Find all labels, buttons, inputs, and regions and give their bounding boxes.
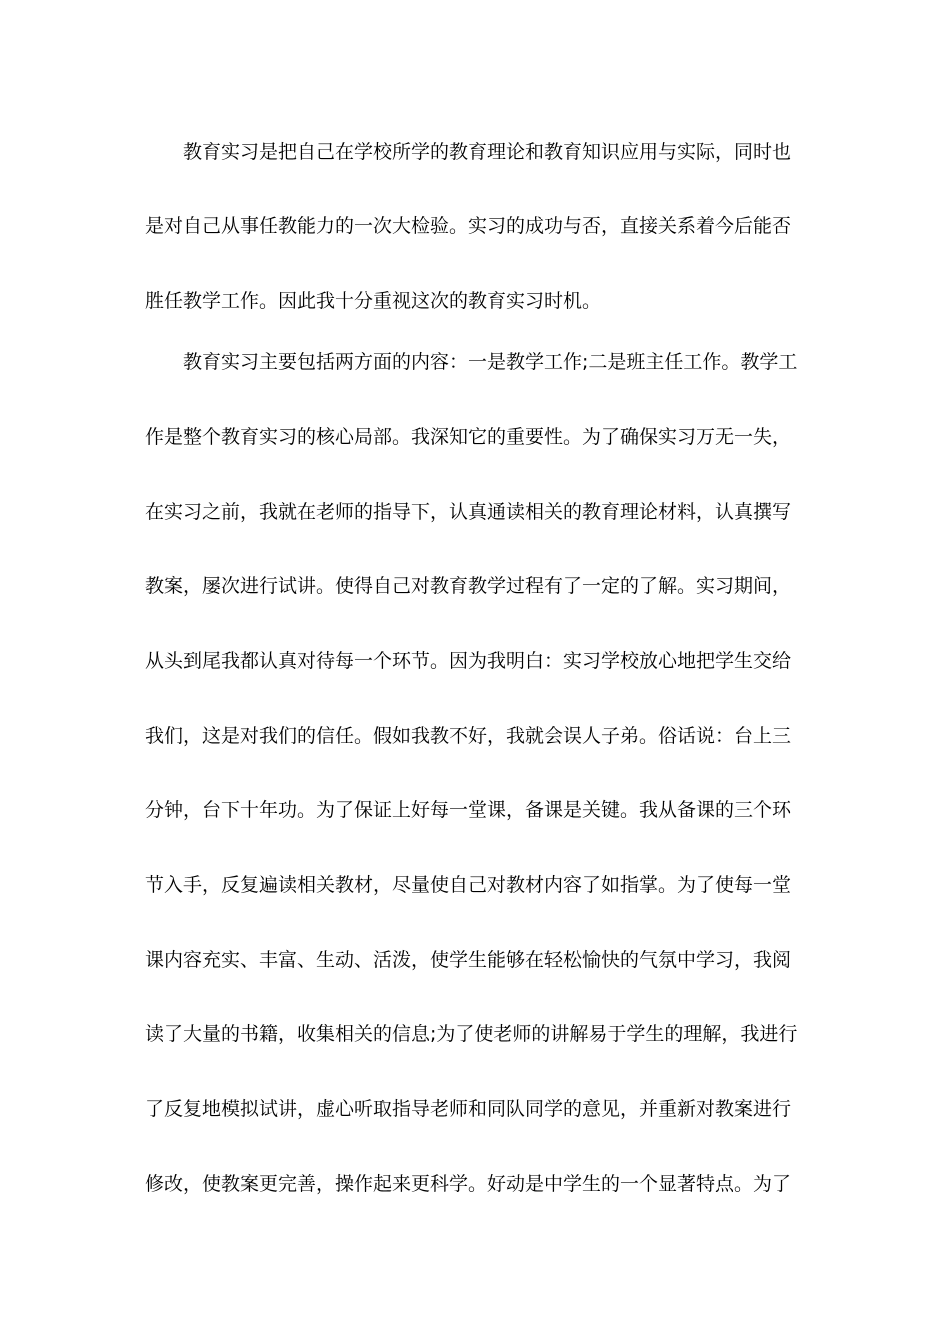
paragraph-2-line-11: 了反复地模拟试讲，虚心听取指导老师和同队同学的意见，并重新对教案进行 [145, 1098, 792, 1120]
paragraph-1-line-3: 胜任教学工作。因此我十分重视这次的教育实习时机。 [145, 290, 602, 312]
paragraph-2-line-3: 在实习之前，我就在老师的指导下，认真通读相关的教育理论材料，认真撰写 [145, 501, 792, 523]
paragraph-1-line-1: 教育实习是把自己在学校所学的教育理论和教育知识应用与实际，同时也 [183, 141, 792, 163]
paragraph-2-line-7: 分钟，台下十年功。为了保证上好每一堂课，备课是关键。我从备课的三个环 [145, 799, 792, 821]
paragraph-2-line-1: 教育实习主要包括两方面的内容：一是教学工作;二是班主任工作。教学工 [183, 351, 798, 373]
paragraph-2-line-6: 我们，这是对我们的信任。假如我教不好，我就会误人子弟。俗话说：台上三 [145, 725, 792, 747]
paragraph-2-line-2: 作是整个教育实习的核心局部。我深知它的重要性。为了确保实习万无一失， [145, 426, 792, 448]
paragraph-2-line-10: 读了大量的书籍，收集相关的信息;为了使老师的讲解易于学生的理解，我进行 [145, 1023, 798, 1045]
paragraph-2-line-8: 节入手，反复遍读相关教材，尽量使自己对教材内容了如指掌。为了使每一堂 [145, 874, 792, 896]
paragraph-1-line-2: 是对自己从事任教能力的一次大检验。实习的成功与否，直接关系着今后能否 [145, 215, 792, 237]
paragraph-2-line-5: 从头到尾我都认真对待每一个环节。因为我明白：实习学校放心地把学生交给 [145, 650, 792, 672]
paragraph-2-line-9: 课内容充实、丰富、生动、活泼，使学生能够在轻松愉快的气氛中学习，我阅 [145, 949, 792, 971]
paragraph-2-line-4: 教案，屡次进行试讲。使得自己对教育教学过程有了一定的了解。实习期间， [145, 575, 792, 597]
paragraph-2-line-12: 修改，使教案更完善，操作起来更科学。好动是中学生的一个显著特点。为了 [145, 1173, 792, 1195]
